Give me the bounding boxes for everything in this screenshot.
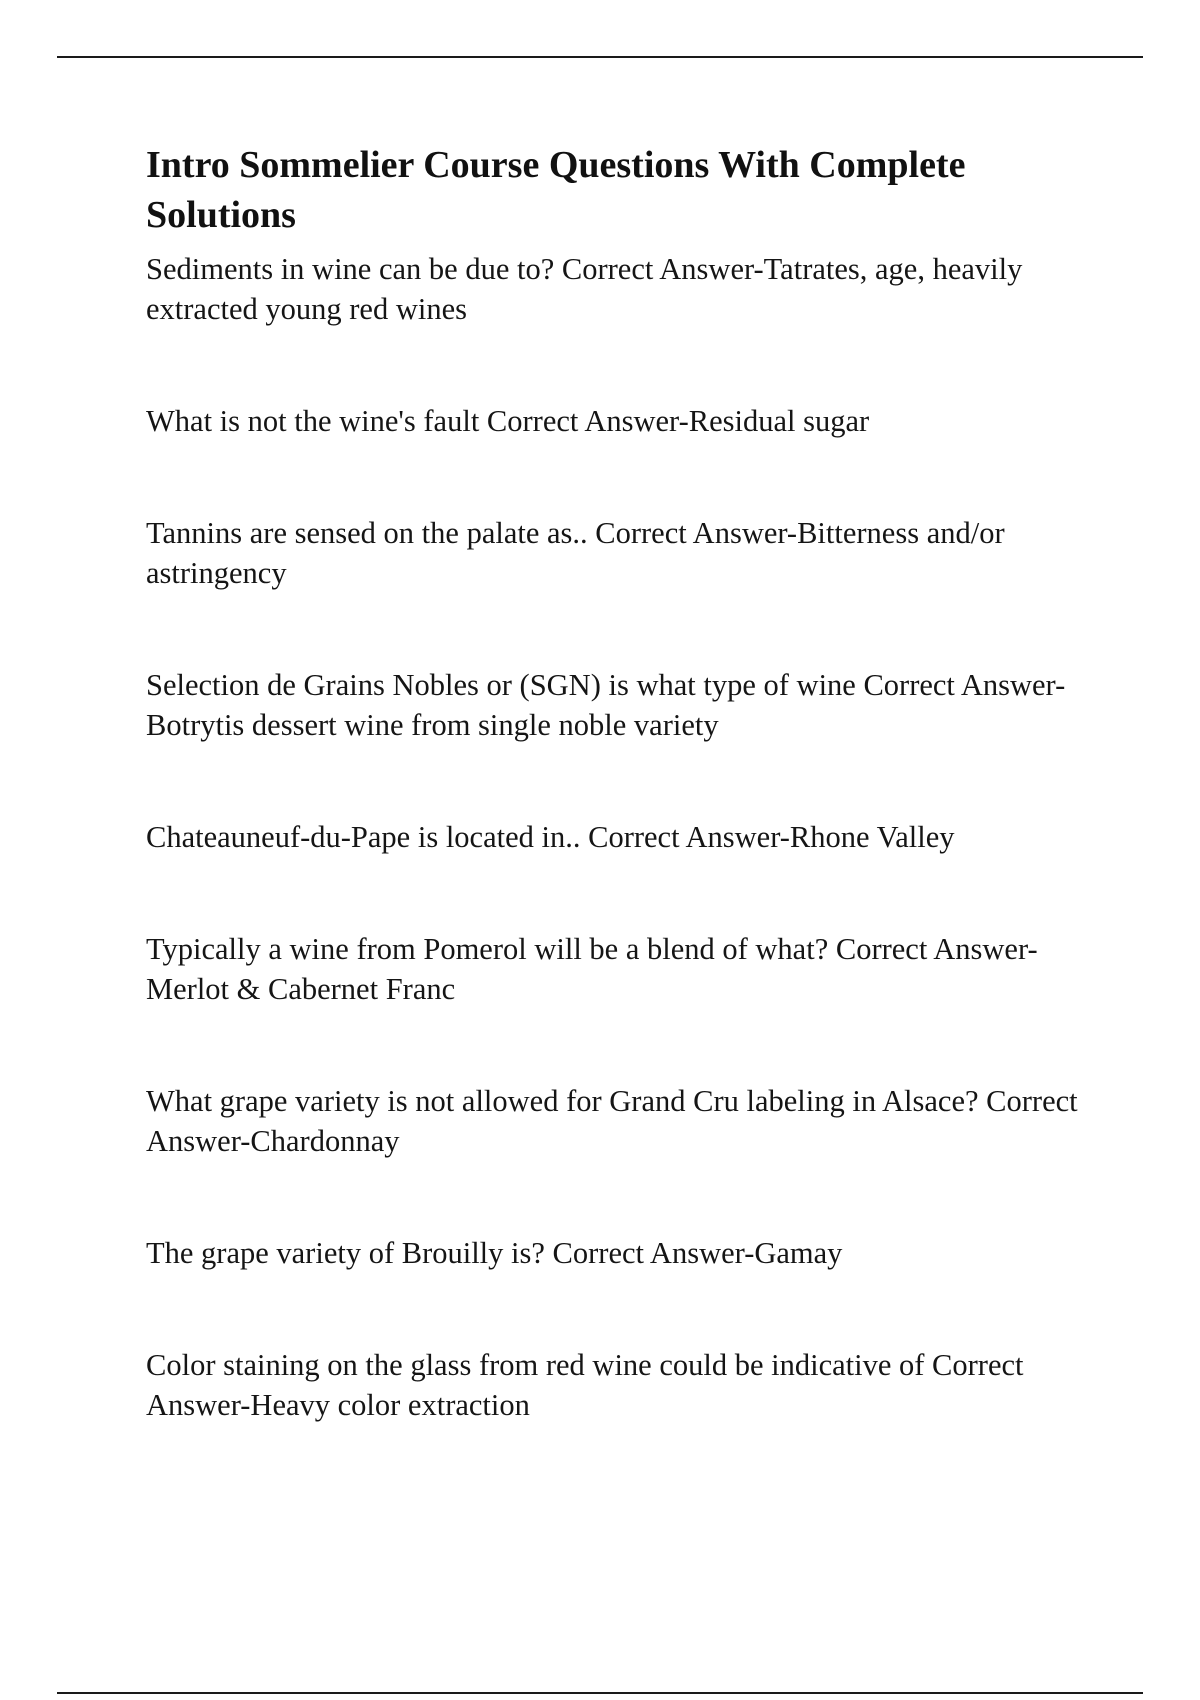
qa-item: Sediments in wine can be due to? Correct Answer-Tatrates, age, heavily extracted young red wines: [146, 252, 1023, 326]
document-body: [146, 140, 1086, 1497]
qa-item: Typically a wine from Pomerol will be a blend of what? Correct Answer-Merlot & Cabernet Franc: [146, 932, 1038, 1006]
qa-item: What grape variety is not allowed for Grand Cru labeling in Alsace? Correct Answer-Chardonnay: [146, 1084, 1078, 1158]
top-rule: [57, 56, 1143, 58]
bottom-rule: [57, 1692, 1143, 1694]
qa-item: Color staining on the glass from red wine could be indicative of Correct Answer-Heavy color extraction: [146, 1348, 1024, 1422]
document-title: Intro Sommelier Course Questions With Complete Solutions: [146, 144, 966, 236]
qa-item: What is not the wine's fault Correct Answer-Residual sugar: [146, 404, 870, 438]
qa-item: Tannins are sensed on the palate as.. Correct Answer-Bitterness and/or astringency: [146, 516, 1005, 590]
qa-item: Chateauneuf-du-Pape is located in.. Correct Answer-Rhone Valley: [146, 820, 955, 854]
qa-item: Selection de Grains Nobles or (SGN) is what type of wine Correct Answer-Botrytis dessert wine from single noble variety: [146, 668, 1066, 742]
qa-list: [146, 249, 1086, 1425]
qa-item: The grape variety of Brouilly is? Correct Answer-Gamay: [146, 1236, 843, 1270]
